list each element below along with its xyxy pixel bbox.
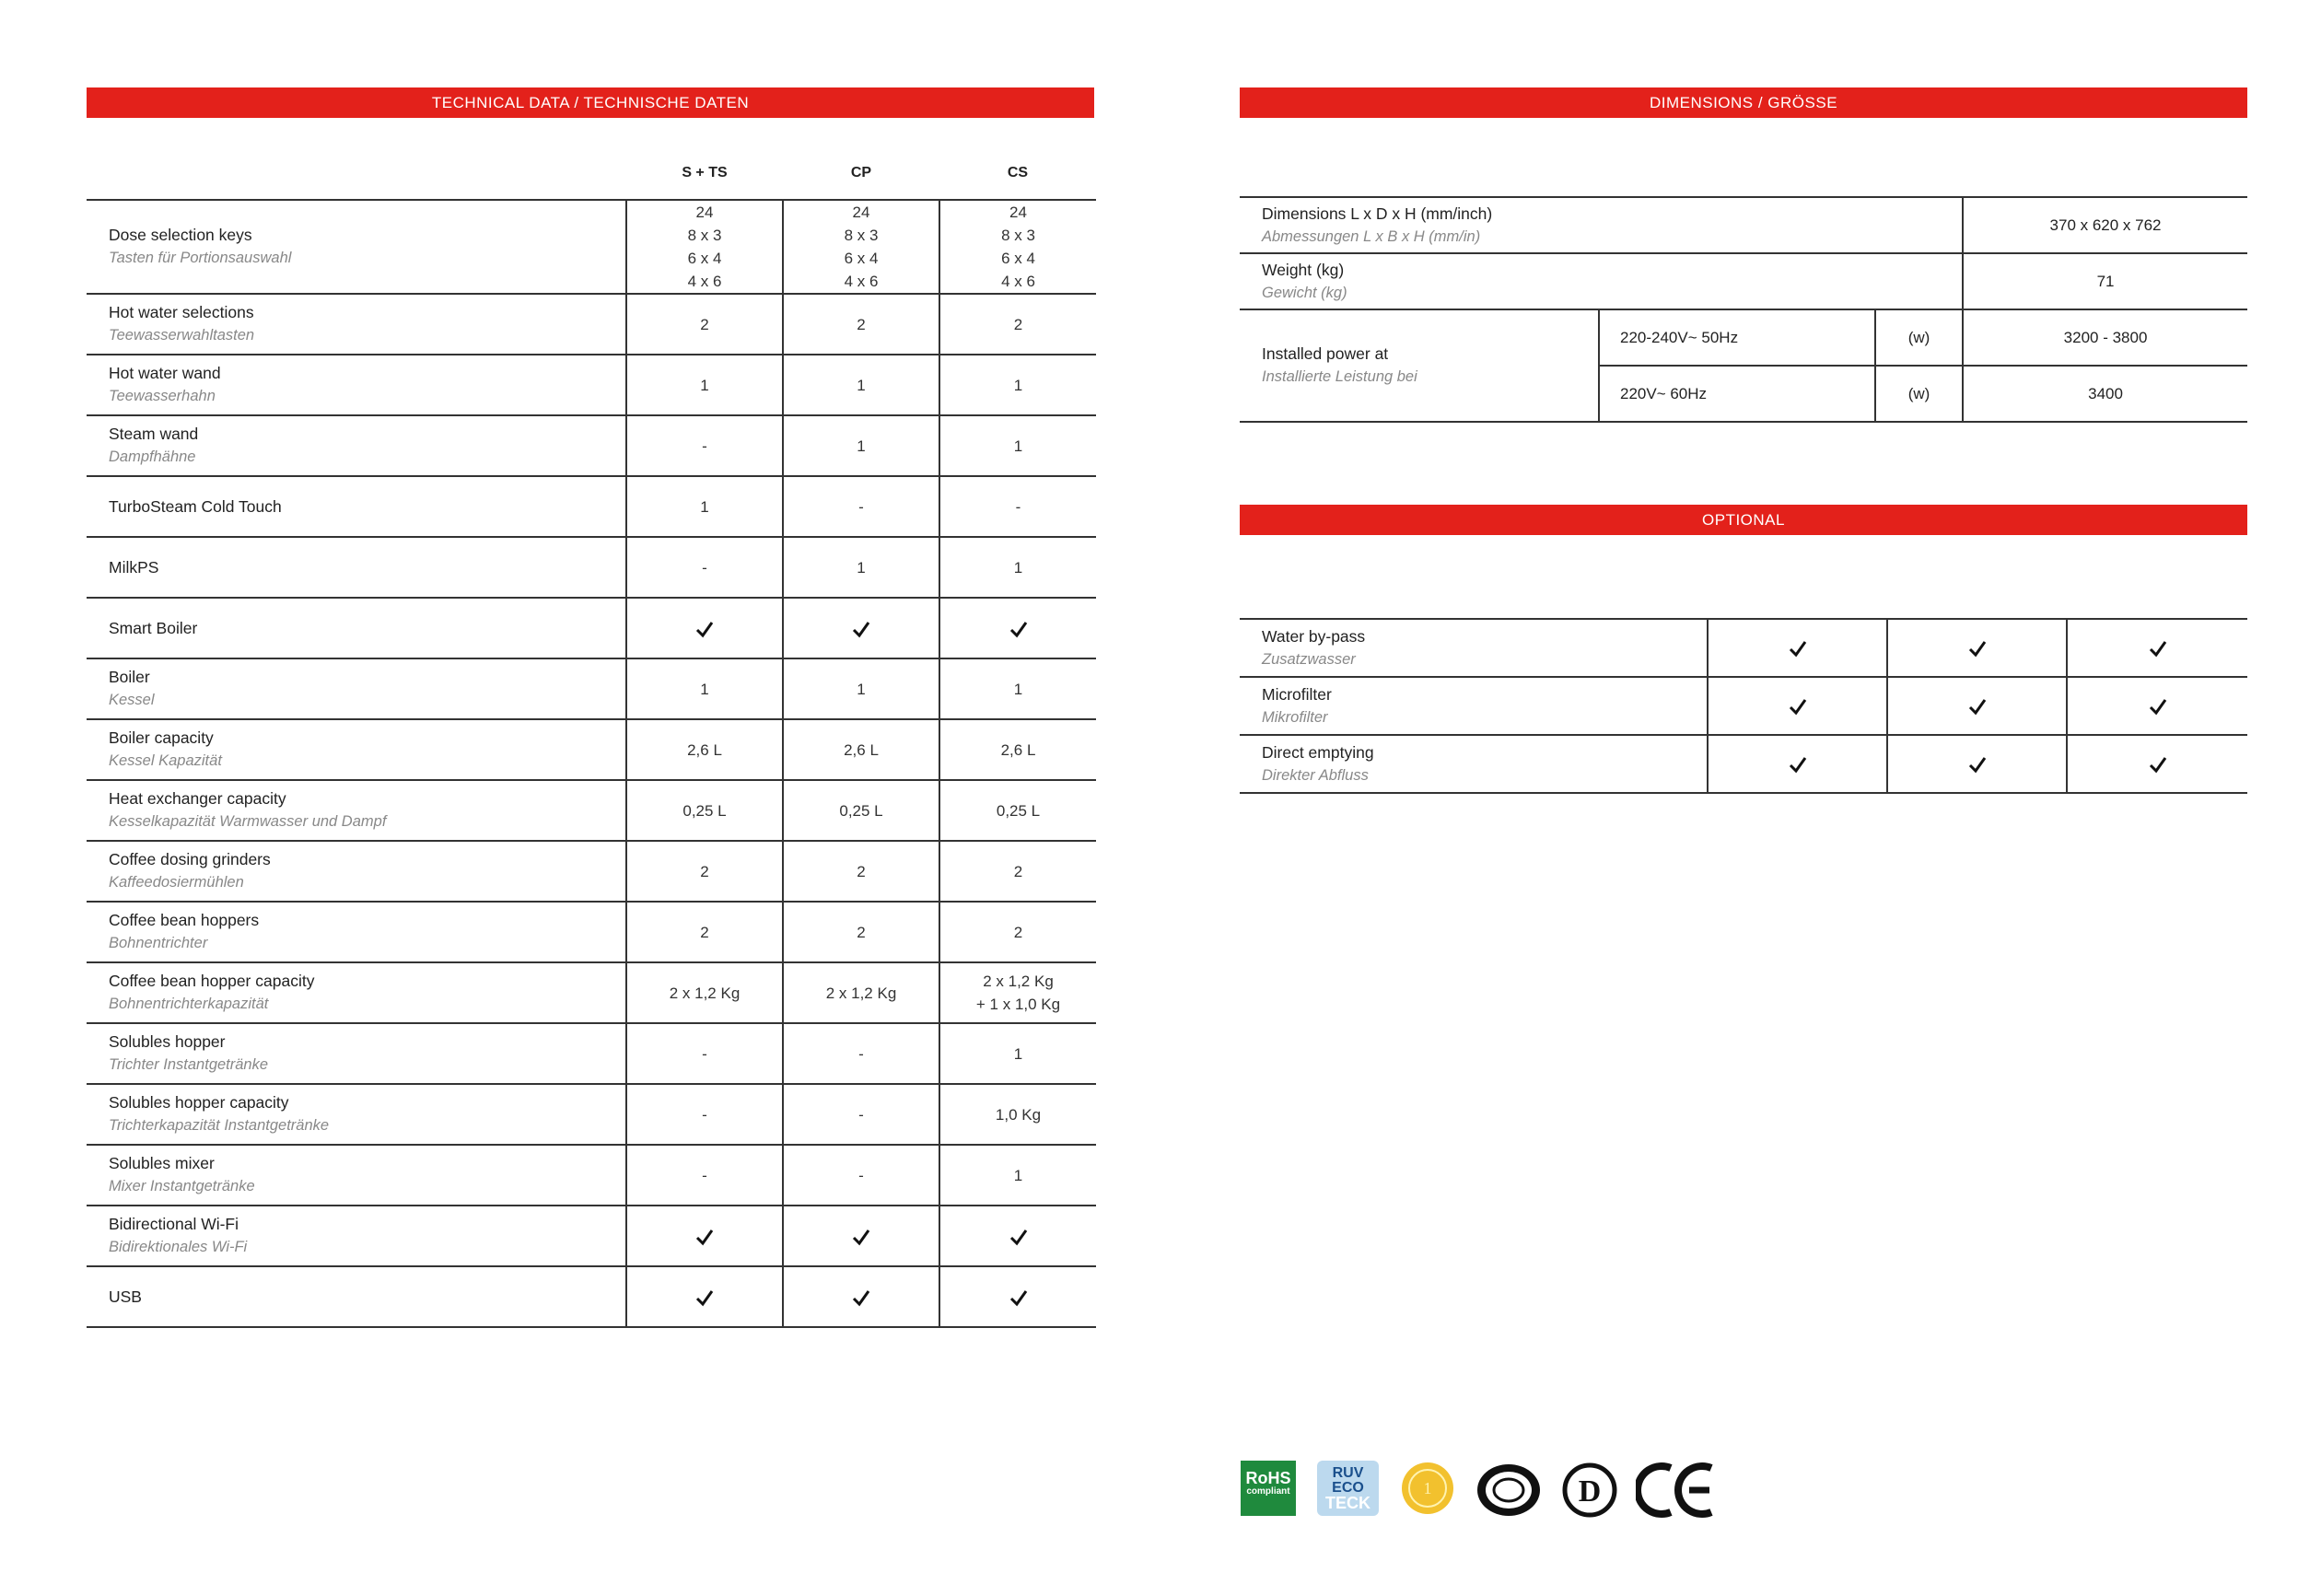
- label-de: Abmessungen L x B x H (mm/in): [1262, 227, 1481, 245]
- table-row: [87, 1084, 1096, 1145]
- label-en: Dose selection keys: [109, 226, 252, 244]
- cell-value: -: [783, 476, 939, 537]
- label-de: Teewasserhahn: [109, 388, 216, 404]
- label-en: Hot water wand: [109, 364, 221, 382]
- table-header-row: [87, 147, 1096, 200]
- label-de: Direkter Abfluss: [1262, 766, 1369, 784]
- table-row: [87, 902, 1096, 962]
- d-mark-logo: [1561, 1461, 1618, 1520]
- label-en: Coffee bean hoppers: [109, 911, 260, 929]
- table-row: [1240, 197, 2247, 253]
- cell-value: 0,25 L: [626, 780, 783, 841]
- label-de: Trichter Instantgetränke: [109, 1056, 269, 1073]
- cell-value: 1: [626, 355, 783, 415]
- ce-mark-logo: [1636, 1461, 1715, 1520]
- label-en: Coffee dosing grinders: [109, 850, 271, 868]
- column-header-label: [87, 147, 626, 200]
- row-label-coffee-bean-hopper-capacity: [87, 962, 626, 1023]
- dimensions-table: [1240, 196, 2247, 423]
- checkmark-icon: [939, 1266, 1096, 1327]
- column-header-cs: CS: [939, 147, 1096, 200]
- cell-value: 2: [626, 841, 783, 902]
- row-label-hot-water-selections: [87, 294, 626, 355]
- table-row: [87, 841, 1096, 902]
- label-de: Kessel: [109, 692, 155, 708]
- label-en: Solubles hopper: [109, 1032, 226, 1051]
- cell-value: 2,6 L: [626, 719, 783, 780]
- column-header-s-ts: S + TS: [626, 147, 783, 200]
- cell-value: -: [783, 1084, 939, 1145]
- row-label-bidirectional-wi-fi: [87, 1206, 626, 1266]
- row-label-hot-water-wand: [87, 355, 626, 415]
- table-row: [1240, 309, 2247, 366]
- table-row: [87, 598, 1096, 658]
- label-en: Boiler capacity: [109, 728, 214, 747]
- cell-value: 2: [783, 294, 939, 355]
- checkmark-icon: [783, 598, 939, 658]
- cell-value: -: [939, 476, 1096, 537]
- row-label-solubles-mixer: [87, 1145, 626, 1206]
- voltage-value: 220V~ 60Hz: [1599, 366, 1875, 422]
- cell-value: -: [626, 1084, 783, 1145]
- table-row: [87, 1206, 1096, 1266]
- label-en: Heat exchanger capacity: [109, 789, 286, 808]
- table-row: [87, 1145, 1096, 1206]
- column-header-cp: CP: [783, 147, 939, 200]
- label-en: MilkPS: [109, 557, 159, 577]
- row-label-coffee-bean-hoppers: [87, 902, 626, 962]
- unit-label: (w): [1875, 366, 1963, 422]
- checkmark-icon: [1708, 735, 1887, 793]
- cell-value: 24 8 x 3 6 x 4 4 x 6: [626, 200, 783, 294]
- technical-data-table: [87, 147, 1096, 1328]
- checkmark-icon: [1708, 619, 1887, 677]
- checkmark-icon: [1887, 735, 2067, 793]
- label-en: Boiler: [109, 668, 150, 686]
- row-label-dose-selection-keys: [87, 200, 626, 294]
- label-de: Kessel Kapazität: [109, 752, 222, 769]
- row-label: [1240, 309, 1599, 422]
- cell-value: 1: [939, 1023, 1096, 1084]
- label-en: Microfilter: [1262, 684, 1332, 704]
- table-row: [1240, 619, 2247, 677]
- cell-value: 24 8 x 3 6 x 4 4 x 6: [939, 200, 1096, 294]
- table-row: [87, 780, 1096, 841]
- checkmark-icon: [783, 1266, 939, 1327]
- row-label-solubles-hopper: [87, 1023, 626, 1084]
- cell-value: 1: [783, 658, 939, 719]
- label-en: Solubles mixer: [109, 1154, 215, 1172]
- table-row: [1240, 735, 2247, 793]
- table-row: [1240, 677, 2247, 735]
- row-label-smart-boiler: [87, 598, 626, 658]
- technical-data-banner: TECHNICAL DATA / TECHNISCHE DATEN: [87, 87, 1094, 118]
- label-en: Installed power at: [1262, 344, 1389, 363]
- cell-value: 2,6 L: [783, 719, 939, 780]
- cell-value: -: [783, 1023, 939, 1084]
- row-label-direct-emptying: [1240, 735, 1708, 793]
- table-row: [87, 658, 1096, 719]
- row-label-steam-wand: [87, 415, 626, 476]
- cell-value: 2 x 1,2 Kg: [783, 962, 939, 1023]
- cell-value: 1: [783, 415, 939, 476]
- cell-value: 2 x 1,2 Kg: [626, 962, 783, 1023]
- rohs-logo: RoHS compliant: [1241, 1461, 1296, 1516]
- cell-value: 2: [626, 294, 783, 355]
- table-row: [87, 1266, 1096, 1327]
- row-label: [1240, 197, 1963, 253]
- cell-value: 1: [939, 658, 1096, 719]
- table-row: [87, 355, 1096, 415]
- unit-label: (w): [1875, 309, 1963, 366]
- cell-value: 2: [939, 902, 1096, 962]
- power-value: 3200 - 3800: [1963, 309, 2247, 366]
- checkmark-icon: [783, 1206, 939, 1266]
- checkmark-icon: [2067, 619, 2247, 677]
- checkmark-icon: [1708, 677, 1887, 735]
- label-en: Water by-pass: [1262, 626, 1366, 646]
- cell-value: 2,6 L: [939, 719, 1096, 780]
- optional-banner: OPTIONAL: [1240, 505, 2247, 535]
- cell-value: -: [626, 1023, 783, 1084]
- dimensions-banner: DIMENSIONS / GRÖSSE: [1240, 87, 2247, 118]
- label-en: Steam wand: [109, 425, 199, 443]
- ruv-eco-teck-logo: RUV ECO TECK: [1317, 1461, 1379, 1516]
- table-row: [87, 719, 1096, 780]
- gold-seal-logo: [1399, 1461, 1456, 1520]
- cell-value: 1: [626, 476, 783, 537]
- weight-value: 71: [1963, 253, 2247, 309]
- label-de: Bohnentrichter: [109, 935, 208, 951]
- cell-value: 2: [626, 902, 783, 962]
- label-de: Installierte Leistung bei: [1262, 368, 1417, 385]
- checkmark-icon: [939, 598, 1096, 658]
- table-row: [1240, 253, 2247, 309]
- power-value: 3400: [1963, 366, 2247, 422]
- checkmark-icon: [626, 598, 783, 658]
- table-row: [87, 537, 1096, 598]
- cell-value: -: [626, 537, 783, 598]
- label-en: Direct emptying: [1262, 742, 1374, 762]
- label-en: Coffee bean hopper capacity: [109, 972, 315, 990]
- label-en: Bidirectional Wi-Fi: [109, 1215, 239, 1233]
- ring-logo: [1475, 1461, 1543, 1520]
- row-label-water-by-pass: [1240, 619, 1708, 677]
- label-de: Kaffeedosiermühlen: [109, 874, 244, 891]
- cell-value: 2 x 1,2 Kg + 1 x 1,0 Kg: [939, 962, 1096, 1023]
- label-en: Weight (kg): [1262, 260, 1345, 279]
- row-label: [1240, 253, 1963, 309]
- label-de: Dampfhähne: [109, 449, 196, 465]
- label-de: Kesselkapazität Warmwasser und Dampf: [109, 813, 387, 830]
- table-row: [87, 415, 1096, 476]
- cell-value: 1: [783, 537, 939, 598]
- label-de: Teewasserwahltasten: [109, 327, 255, 344]
- cell-value: -: [783, 1145, 939, 1206]
- row-label-boiler-capacity: [87, 719, 626, 780]
- dimensions-value: 370 x 620 x 762: [1963, 197, 2247, 253]
- cell-value: 2: [783, 841, 939, 902]
- row-label-microfilter: [1240, 677, 1708, 735]
- label-en: Hot water selections: [109, 303, 254, 321]
- label-de: Mixer Instantgetränke: [109, 1178, 255, 1194]
- cell-value: 2: [939, 294, 1096, 355]
- cell-value: 1: [939, 415, 1096, 476]
- checkmark-icon: [2067, 677, 2247, 735]
- cell-value: 1: [939, 537, 1096, 598]
- checkmark-icon: [1887, 619, 2067, 677]
- cell-value: 0,25 L: [783, 780, 939, 841]
- label-en: Dimensions L x D x H (mm/inch): [1262, 204, 1493, 223]
- cell-value: 2: [783, 902, 939, 962]
- label-en: Smart Boiler: [109, 618, 198, 637]
- row-label-turbosteam-cold-touch: [87, 476, 626, 537]
- cell-value: 1: [939, 355, 1096, 415]
- svg-text:1: 1: [1423, 1479, 1432, 1497]
- optional-table: [1240, 618, 2247, 794]
- checkmark-icon: [626, 1266, 783, 1327]
- label-de: Bohnentrichterkapazität: [109, 996, 269, 1012]
- row-label-boiler: [87, 658, 626, 719]
- cell-value: 1,0 Kg: [939, 1084, 1096, 1145]
- row-label-solubles-hopper-capacity: [87, 1084, 626, 1145]
- checkmark-icon: [1887, 677, 2067, 735]
- label-de: Bidirektionales Wi-Fi: [109, 1239, 248, 1255]
- voltage-value: 220-240V~ 50Hz: [1599, 309, 1875, 366]
- cell-value: 2: [939, 841, 1096, 902]
- label-de: Trichterkapazität Instantgetränke: [109, 1117, 330, 1134]
- label-de: Gewicht (kg): [1262, 284, 1347, 301]
- row-label-milkps: [87, 537, 626, 598]
- checkmark-icon: [939, 1206, 1096, 1266]
- cell-value: 24 8 x 3 6 x 4 4 x 6: [783, 200, 939, 294]
- label-en: USB: [109, 1287, 142, 1306]
- table-row: [87, 476, 1096, 537]
- label-de: Zusatzwasser: [1262, 650, 1356, 668]
- cell-value: 1: [939, 1145, 1096, 1206]
- label-de: Tasten für Portionsauswahl: [109, 250, 292, 266]
- checkmark-icon: [2067, 735, 2247, 793]
- table-row: [87, 294, 1096, 355]
- table-row: [87, 1023, 1096, 1084]
- row-label-heat-exchanger-capacity: [87, 780, 626, 841]
- cell-value: 1: [626, 658, 783, 719]
- checkmark-icon: [626, 1206, 783, 1266]
- table-row: [87, 962, 1096, 1023]
- row-label-usb: [87, 1266, 626, 1327]
- row-label-coffee-dosing-grinders: [87, 841, 626, 902]
- table-row: [87, 200, 1096, 294]
- svg-text:D: D: [1578, 1474, 1602, 1509]
- cell-value: 0,25 L: [939, 780, 1096, 841]
- label-de: Mikrofilter: [1262, 708, 1328, 726]
- cell-value: -: [626, 1145, 783, 1206]
- label-en: TurboSteam Cold Touch: [109, 496, 282, 516]
- cell-value: -: [626, 415, 783, 476]
- cell-value: 1: [783, 355, 939, 415]
- label-en: Solubles hopper capacity: [109, 1093, 289, 1112]
